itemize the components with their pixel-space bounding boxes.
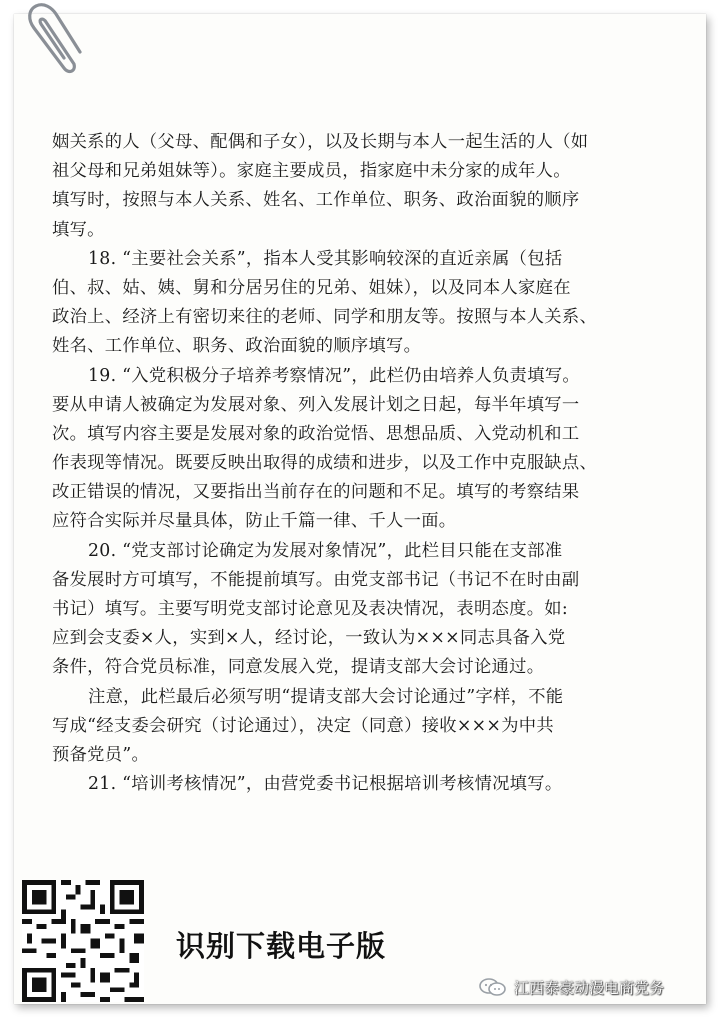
text-line: 预备党员”。 bbox=[52, 744, 150, 765]
text-line: 祖父母和兄弟姐妹等）。家庭主要成员，指家庭中未分家的成年人。 bbox=[52, 161, 571, 182]
text-line: 填写。 bbox=[52, 219, 105, 240]
document-body bbox=[52, 128, 672, 799]
text-line: 伯、叔、姑、姨、舅和分居另住的兄弟、姐妹），以及同本人家庭在 bbox=[52, 277, 571, 298]
item-19-heading: 19. “入党积极分子培养考察情况”，此栏仍由培养人负责填写。 bbox=[88, 365, 580, 386]
text-line: 书记）填写。主要写明党支部讨论意见及表决情况，表明态度。如: bbox=[52, 599, 568, 619]
note-heading: 注意，此栏最后必须写明“提请支部大会讨论通过”字样，不能 bbox=[88, 686, 564, 707]
paperclip-icon bbox=[14, 0, 84, 80]
text-line: 姻关系的人（父母、配偶和子女），以及长期与本人一起生活的人（如 bbox=[52, 132, 589, 152]
text-line: 姓名、工作单位、职务、政治面貌的顺序填写。 bbox=[52, 336, 422, 357]
text-line: 政治上、经济上有密切来往的老师、同学和朋友等。按照与本人关系、 bbox=[52, 307, 598, 328]
text-line: 应符合实际并尽量具体，防止千篇一律、千人一面。 bbox=[52, 511, 457, 532]
item-21-heading: 21. “培训考核情况”，由营党委书记根据培训考核情况填写。 bbox=[88, 774, 563, 795]
text-line: 作表现等情况。既要反映出取得的成绩和进步，以及工作中克服缺点、 bbox=[52, 453, 598, 474]
item-20-heading: 20. “党支部讨论确定为发展对象情况”，此栏目只能在支部准 bbox=[88, 540, 563, 561]
watermark bbox=[478, 976, 664, 998]
account-name: 江西泰豪动漫电商党务 bbox=[514, 978, 665, 997]
text-line: 要从申请人被确定为发展对象、列入发展计划之日起，每半年填写一 bbox=[52, 394, 580, 415]
download-label: 识别下载电子版 bbox=[176, 929, 387, 963]
text-line: 条件，符合党员标准，同意发展入党，提请支部大会讨论通过。 bbox=[52, 657, 545, 678]
text-line: 改正错误的情况，又要指出当前存在的问题和不足。填写的考察结果 bbox=[52, 482, 580, 503]
text-line: 写成“经支委会研究（讨论通过），决定（同意）接收×××为中共 bbox=[52, 715, 554, 736]
text-line: 应到会支委×人，实到×人，经讨论，一致认为×××同志具备入党 bbox=[52, 628, 566, 649]
text-line: 备发展时方可填写，不能提前填写。由党支部书记（书记不在时由副 bbox=[52, 569, 580, 590]
text-line: 次。填写内容主要是发展对象的政治觉悟、思想品质、入党动机和工 bbox=[52, 423, 580, 444]
item-18-heading: 18. “主要社会关系”，指本人受其影响较深的直近亲属（包括 bbox=[88, 248, 563, 269]
text-line: 填写时，按照与本人关系、姓名、工作单位、职务、政治面貌的顺序 bbox=[52, 190, 580, 211]
wechat-icon bbox=[478, 977, 508, 997]
qr-code[interactable] bbox=[22, 880, 144, 1002]
